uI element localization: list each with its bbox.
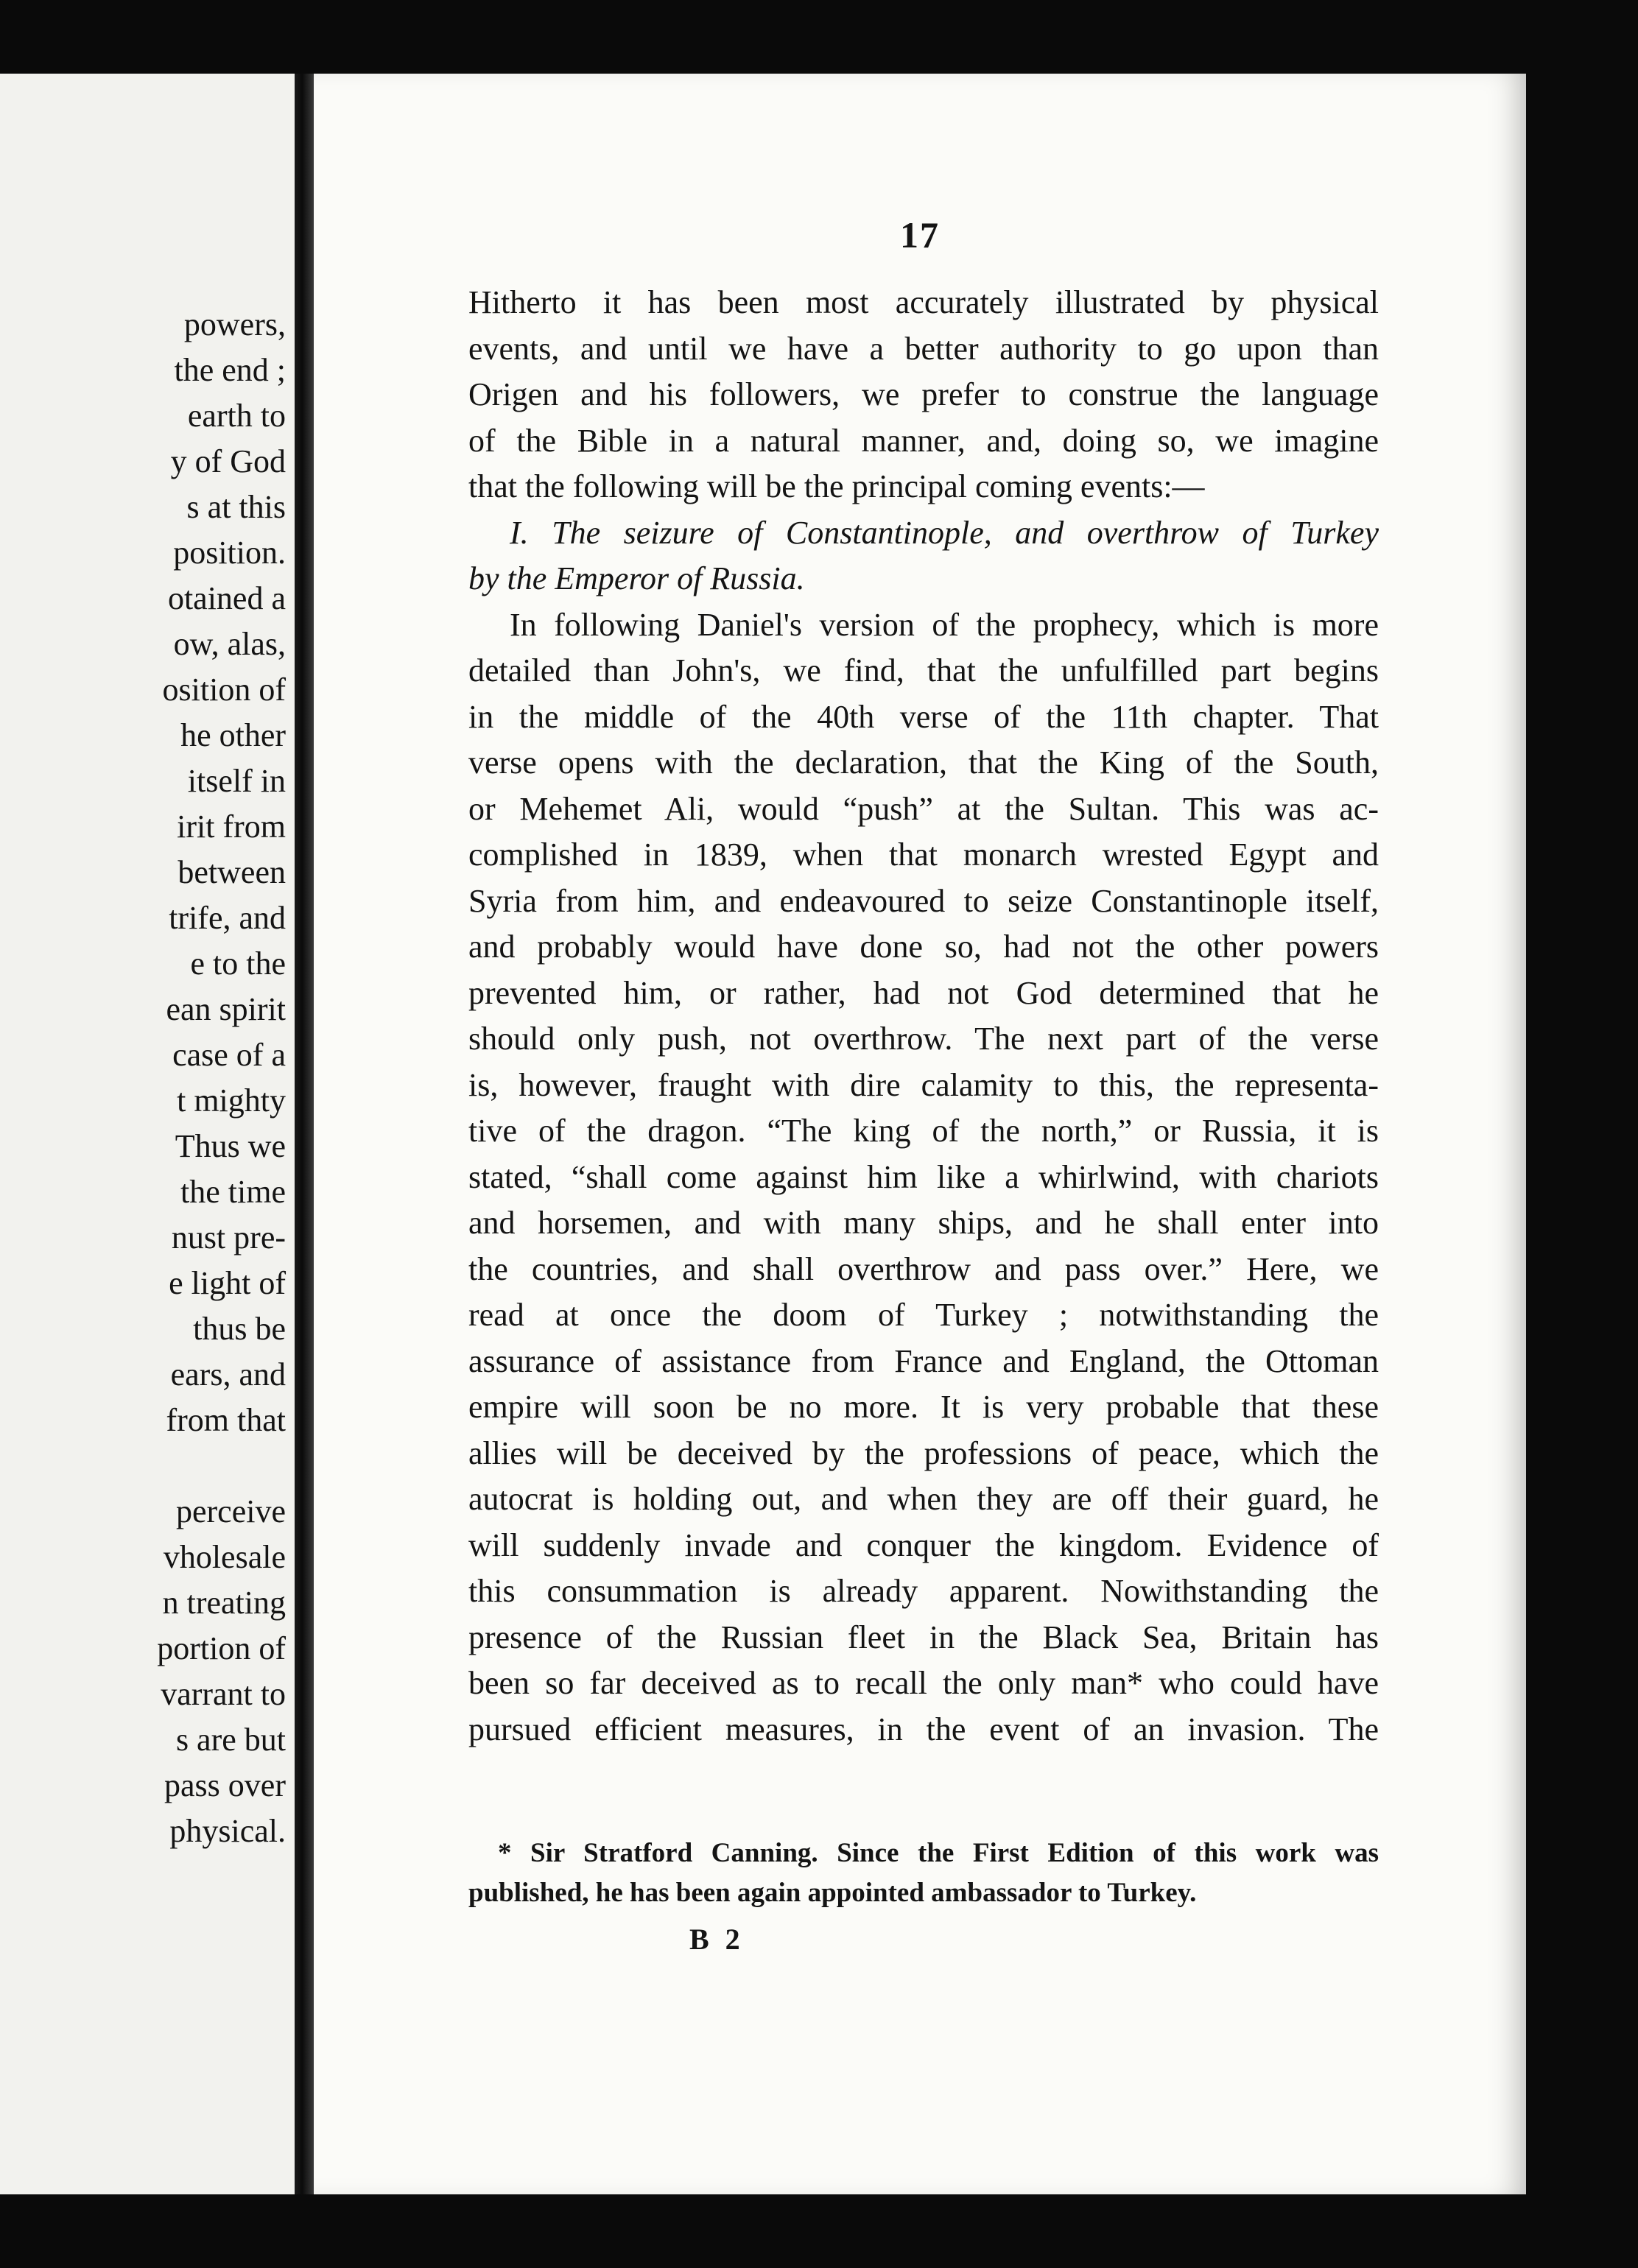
body-line: allies will be deceived by the professions of peace, which the [468,1434,1379,1471]
footnote [468,1834,1379,1913]
left-line: Thus we [175,1128,286,1164]
body-text [468,280,1379,1753]
body-line: autocrat is holding out, and when they are off their guard, he [468,1481,1379,1517]
left-line: nust pre- [171,1219,286,1256]
body-line: empire will soon be no more. It is very probable that these [468,1389,1379,1425]
body-line: complished in 1839, when that monarch wrested Egypt and [468,837,1379,873]
book-spine [295,74,314,2194]
left-line: he other [180,717,286,753]
body-line: Syria from him, and endeavoured to seize Constantinople itself, [468,882,1379,919]
body-line: assurance of assistance from France and England, the Ottoman [468,1342,1379,1379]
left-line: powers, [183,306,286,342]
body-line: that the following will be the principal coming events:— [468,468,1205,504]
left-line: pass over [164,1767,286,1803]
body-line: Hitherto it has been most accurately illustrated by physical [468,284,1379,320]
footnote-line: * Sir Stratford Canning. Since the First Edition of this work was [498,1838,1379,1868]
body-line: tive of the dragon. “The king of the north,” or Russia, it is [468,1113,1379,1149]
left-line: perceive [176,1493,286,1529]
body-line: In following Daniel's version of the prophecy, which is more [510,606,1379,643]
left-line: physical. [169,1813,286,1849]
left-line: e to the [190,945,286,982]
body-line: been so far deceived as to recall the only man* who could have [468,1665,1379,1701]
left-line: case of a [172,1037,286,1073]
left-line: n treating [162,1585,286,1621]
left-page-text [0,302,286,1854]
body-line: presence of the Russian fleet in the Black Sea, Britain has [468,1619,1379,1655]
left-line: ean spirit [166,991,286,1027]
body-line: detailed than John's, we find, that the unfulfilled part begins [468,652,1379,688]
body-line: read at once the doom of Turkey ; notwithstanding the [468,1297,1379,1333]
left-line: irit from [177,809,286,845]
left-line: varrant to [161,1676,286,1712]
left-line: y of God [170,443,286,479]
body-line: of the Bible in a natural manner, and, doing so, we imagine [468,422,1379,459]
body-line: or Mehemet Ali, would “push” at the Sultan. This was ac- [468,790,1379,827]
left-line: s at this [186,489,286,525]
left-page [0,74,295,2194]
left-line: itself in [187,763,286,799]
body-line: is, however, fraught with dire calamity to this, the representa- [468,1066,1379,1103]
left-line: portion of [157,1630,286,1666]
left-line: ears, and [170,1356,286,1392]
left-line: e light of [169,1265,286,1301]
left-line: the end ; [174,352,286,388]
footnote-line: published, he has been again appointed ambassador to Turkey. [468,1878,1197,1908]
body-line: will suddenly invade and conquer the kingdom. Evidence of [468,1526,1379,1563]
left-line: from that [166,1402,286,1438]
left-line: t mighty [177,1082,286,1119]
body-line: stated, “shall come against him like a whirlwind, with chariots [468,1158,1379,1195]
section-heading: I. The seizure of Constantinople, and overthrow of Turkey [510,514,1379,551]
body-line: verse opens with the declaration, that the King of the South, [468,744,1379,781]
left-line: thus be [193,1311,286,1347]
left-line: the time [180,1174,286,1210]
right-page [314,74,1526,2194]
left-line: vholesale [163,1539,286,1575]
left-line: position. [173,535,286,571]
left-line: ow, alas, [173,626,286,662]
body-line: the countries, and shall overthrow and pass over.” Here, we [468,1250,1379,1287]
page-number: 17 [900,214,940,256]
body-line: this consummation is already apparent. Nowithstanding the [468,1573,1379,1609]
left-line: s are but [175,1722,286,1758]
left-line: earth to [187,398,286,434]
left-line: otained a [167,580,286,616]
body-line: Origen and his followers, we prefer to construe the language [468,376,1379,412]
left-line: between [177,854,286,890]
signature-mark: B 2 [689,1923,745,1956]
body-line: and horsemen, and with many ships, and he shall enter into [468,1205,1379,1241]
left-paragraph-gap [0,1443,286,1489]
left-line: trife, and [169,900,286,936]
body-line: prevented him, or rather, had not God determined that he [468,974,1379,1011]
body-line: should only push, not overthrow. The next part of the verse [468,1021,1379,1057]
body-line: and probably would have done so, had not the other powers [468,929,1379,965]
left-line: osition of [162,672,286,708]
body-line: pursued efficient measures, in the event of an invasion. The [468,1711,1379,1747]
section-heading: by the Emperor of Russia. [468,560,805,596]
body-line: events, and until we have a better authority to go upon than [468,330,1379,367]
body-line: in the middle of the 40th verse of the 11th chapter. That [468,698,1379,735]
